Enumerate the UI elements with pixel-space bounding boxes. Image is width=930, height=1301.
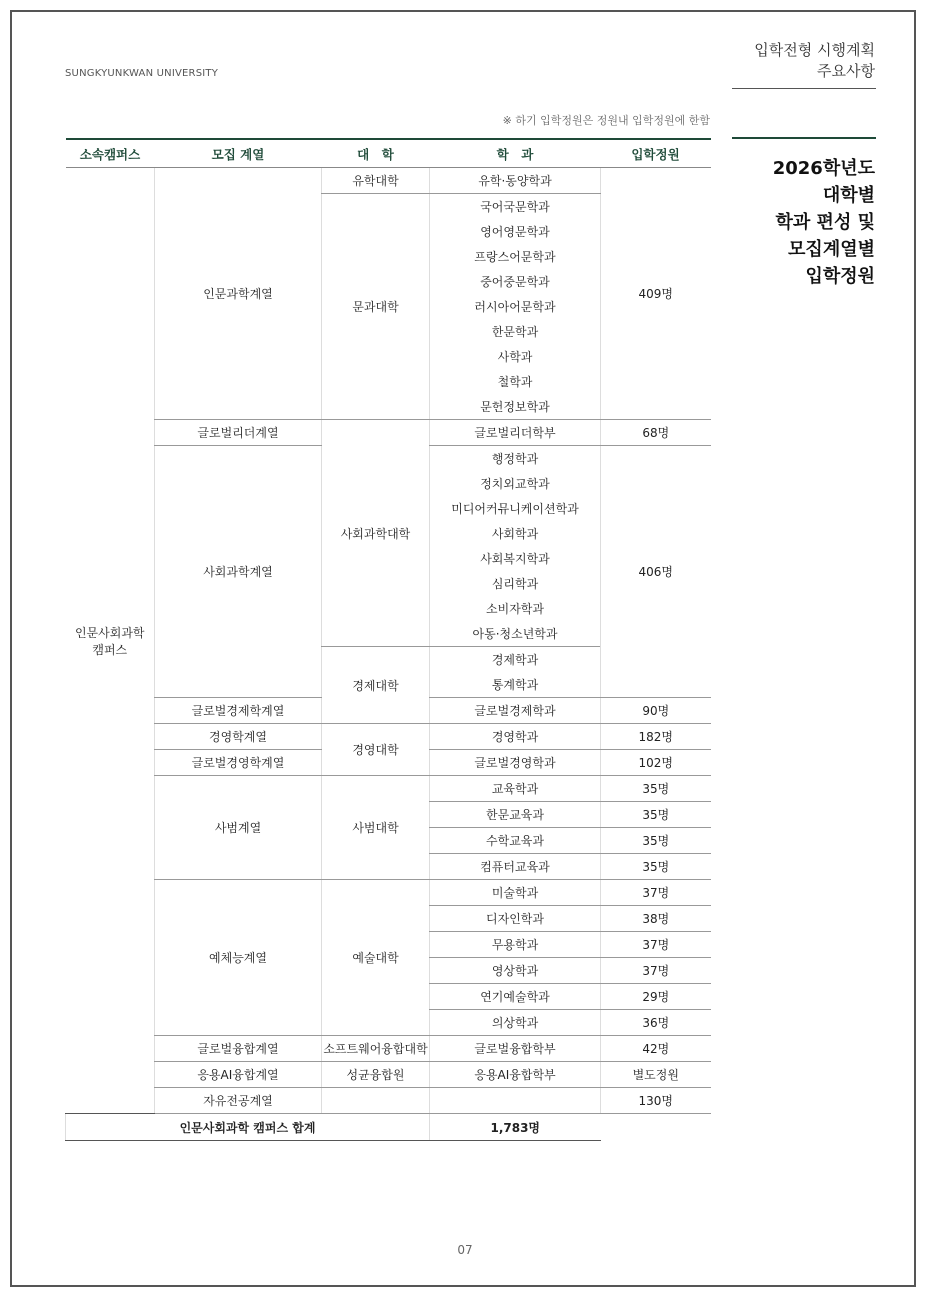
track-cell: 글로벌융합계열 xyxy=(155,1036,322,1062)
department-cell: 통계학과 xyxy=(430,672,601,698)
quota-cell: 35명 xyxy=(601,828,711,854)
department-cell: 행정학과 xyxy=(430,446,601,472)
department-cell: 영어영문학과 xyxy=(430,219,601,244)
college-cell: 소프트웨어융합대학 xyxy=(322,1036,430,1062)
department-cell: 연기예술학과 xyxy=(430,984,601,1010)
side-title-line: 2026학년도 xyxy=(772,158,875,179)
section-header xyxy=(754,40,875,82)
department-cell: 프랑스어문학과 xyxy=(430,244,601,269)
col-header-quota: 입학정원 xyxy=(601,139,711,168)
table-row xyxy=(66,1062,711,1088)
col-header-college: 대 학 xyxy=(322,139,430,168)
quota-cell: 37명 xyxy=(601,880,711,906)
campus-cell: 인문사회과학 캠퍼스 xyxy=(66,168,155,1114)
track-cell: 사회과학계열 xyxy=(155,446,322,698)
quota-cell: 90명 xyxy=(601,698,711,724)
department-cell: 한문학과 xyxy=(430,319,601,344)
university-name: SUNGKYUNKWAN UNIVERSITY xyxy=(65,68,219,79)
side-title-line: 입학정원 xyxy=(805,266,875,287)
quota-cell: 35명 xyxy=(601,776,711,802)
department-cell: 문헌정보학과 xyxy=(430,394,601,420)
track-cell: 글로벌경제학계열 xyxy=(155,698,322,724)
header-divider xyxy=(732,88,876,89)
table-row xyxy=(66,1088,711,1114)
quota-cell: 409명 xyxy=(601,168,711,420)
quota-cell: 29명 xyxy=(601,984,711,1010)
track-cell: 자유전공계열 xyxy=(155,1088,322,1114)
total-label: 인문사회과학 캠퍼스 합계 xyxy=(66,1114,430,1141)
department-cell: 글로벌경제학과 xyxy=(430,698,601,724)
department-cell: 의상학과 xyxy=(430,1010,601,1036)
quota-cell: 37명 xyxy=(601,958,711,984)
quota-cell: 38명 xyxy=(601,906,711,932)
track-cell: 예체능계열 xyxy=(155,880,322,1036)
department-cell: 사학과 xyxy=(430,344,601,369)
side-divider xyxy=(732,137,876,139)
track-cell: 글로벌리더계열 xyxy=(155,420,322,446)
department-cell: 사회학과 xyxy=(430,521,601,546)
department-cell: 경제학과 xyxy=(430,647,601,673)
quota-cell: 35명 xyxy=(601,802,711,828)
col-header-campus: 소속캠퍼스 xyxy=(66,139,155,168)
department-cell: 수학교육과 xyxy=(430,828,601,854)
department-cell: 디자인학과 xyxy=(430,906,601,932)
track-cell: 경영학계열 xyxy=(155,724,322,750)
quota-cell: 130명 xyxy=(601,1088,711,1114)
department-cell: 정치외교학과 xyxy=(430,471,601,496)
department-cell: 컴퓨터교육과 xyxy=(430,854,601,880)
department-cell: 교육학과 xyxy=(430,776,601,802)
college-cell xyxy=(322,1088,430,1114)
department-cell: 소비자학과 xyxy=(430,596,601,621)
quota-note: ※ 하기 입학정원은 정원내 입학정원에 한함 xyxy=(502,114,710,127)
college-cell: 사범대학 xyxy=(322,776,430,880)
department-cell: 철학과 xyxy=(430,369,601,394)
section-header-line1: 입학전형 시행계획 xyxy=(754,41,875,59)
department-cell: 중어중문학과 xyxy=(430,269,601,294)
quota-cell: 37명 xyxy=(601,932,711,958)
quota-cell: 68명 xyxy=(601,420,711,446)
table-row xyxy=(66,776,711,802)
department-cell: 미디어커뮤니케이션학과 xyxy=(430,496,601,521)
table-row xyxy=(66,168,711,194)
col-header-track: 모집 계열 xyxy=(155,139,322,168)
department-cell: 러시아어문학과 xyxy=(430,294,601,319)
quota-cell: 182명 xyxy=(601,724,711,750)
department-cell: 글로벌경영학과 xyxy=(430,750,601,776)
quota-cell: 42명 xyxy=(601,1036,711,1062)
college-cell: 예술대학 xyxy=(322,880,430,1036)
department-cell: 한문교육과 xyxy=(430,802,601,828)
department-cell: 글로벌융합학부 xyxy=(430,1036,601,1062)
department-cell: 경영학과 xyxy=(430,724,601,750)
table-row xyxy=(66,724,711,750)
col-header-department: 학 과 xyxy=(430,139,601,168)
department-cell: 무용학과 xyxy=(430,932,601,958)
side-title-line: 대학별 xyxy=(822,185,875,206)
table-header-row xyxy=(66,139,711,168)
department-cell: 사회복지학과 xyxy=(430,546,601,571)
college-cell: 경제대학 xyxy=(322,647,430,724)
quota-cell: 별도정원 xyxy=(601,1062,711,1088)
track-cell: 응용AI융합계열 xyxy=(155,1062,322,1088)
track-cell: 사범계열 xyxy=(155,776,322,880)
quota-cell: 36명 xyxy=(601,1010,711,1036)
college-cell: 사회과학대학 xyxy=(322,420,430,647)
college-cell: 경영대학 xyxy=(322,724,430,776)
department-cell xyxy=(430,1088,601,1114)
department-cell: 국어국문학과 xyxy=(430,194,601,220)
college-cell: 유학대학 xyxy=(322,168,430,194)
department-cell: 미술학과 xyxy=(430,880,601,906)
college-cell: 문과대학 xyxy=(322,194,430,420)
table-row xyxy=(66,880,711,906)
department-cell: 영상학과 xyxy=(430,958,601,984)
quota-cell: 102명 xyxy=(601,750,711,776)
side-title xyxy=(773,155,875,290)
track-cell: 인문과학계열 xyxy=(155,168,322,420)
department-cell: 아동·청소년학과 xyxy=(430,621,601,647)
department-cell: 응용AI융합학부 xyxy=(430,1062,601,1088)
table-row xyxy=(66,1036,711,1062)
college-cell: 성균융합원 xyxy=(322,1062,430,1088)
side-title-line: 모집계열별 xyxy=(788,239,875,260)
department-cell: 유학·동양학과 xyxy=(430,168,601,194)
side-title-line: 학과 편성 및 xyxy=(775,212,875,233)
quota-table xyxy=(65,138,711,1141)
department-cell: 글로벌리더학부 xyxy=(430,420,601,446)
department-cell: 심리학과 xyxy=(430,571,601,596)
quota-cell: 406명 xyxy=(601,446,711,698)
quota-cell: 35명 xyxy=(601,854,711,880)
page-number: 07 xyxy=(457,1243,473,1257)
section-header-line2: 주요사항 xyxy=(817,62,875,80)
total-value: 1,783명 xyxy=(430,1114,601,1141)
total-row xyxy=(66,1114,711,1141)
table-row xyxy=(66,420,711,446)
track-cell: 글로벌경영학계열 xyxy=(155,750,322,776)
